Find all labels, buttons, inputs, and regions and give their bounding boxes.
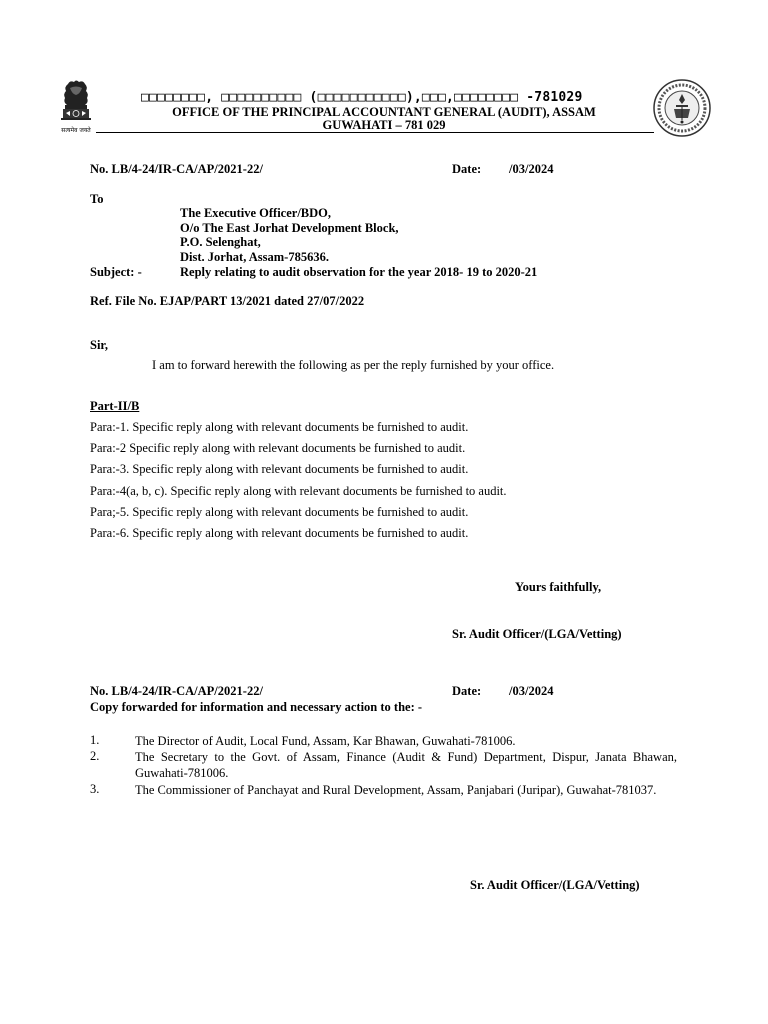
list-item [90, 749, 680, 781]
letter-date-label: Date: [452, 162, 482, 176]
address-line: The Executive Officer/BDO, [180, 206, 332, 220]
list-text: The Director of Audit, Local Fund, Assam, Kar Bhawan, Guwahati-781006. [135, 734, 516, 748]
para-item: Para:-2 Specific reply along with relevant documents be furnished to audit. [90, 441, 466, 455]
copy-signatory: Sr. Audit Officer/(LGA/Vetting) [470, 878, 640, 892]
salutation: Sir, [90, 338, 108, 352]
closing-text: Yours faithfully, [515, 580, 602, 594]
national-emblem-icon [54, 78, 98, 138]
copy-reference-number: No. LB/4-24/IR-CA/AP/2021-22/ [90, 684, 263, 698]
list-number: 1. [90, 733, 100, 747]
copy-date-value: /03/2024 [509, 684, 554, 698]
header-divider [96, 132, 654, 133]
list-number: 2. [90, 749, 100, 763]
para-item: Para;-5. Specific reply along with relevant documents be furnished to audit. [90, 505, 469, 519]
cag-seal-icon [652, 78, 712, 138]
list-text: The Secretary to the Govt. of Assam, Finance (Audit & Fund) Department, Dispur, Janata Bhawan, Guwahati-781006. [135, 750, 677, 780]
letter-reference-number: No. LB/4-24/IR-CA/AP/2021-22/ [90, 162, 263, 176]
letter-date-value: /03/2024 [509, 162, 554, 176]
list-text: The Commissioner of Panchayat and Rural Development, Assam, Panjabari (Juripar), Guwahat-781037. [135, 783, 657, 797]
copy-date-label: Date: [452, 684, 482, 698]
para-item: Para:-6. Specific reply along with relevant documents be furnished to audit. [90, 526, 469, 540]
copy-heading: Copy forwarded for information and necessary action to the: - [90, 700, 423, 714]
list-number: 3. [90, 782, 100, 796]
emblem-caption: सत्यमेव जयते [61, 127, 91, 134]
office-city: GUWAHATI – 781 029 [322, 118, 446, 132]
list-item [90, 733, 680, 749]
reference-file: Ref. File No. EJAP/PART 13/2021 dated 27/07/2022 [90, 294, 365, 308]
subject-text: Reply relating to audit observation for the year 2018- 19 to 2020-21 [180, 265, 538, 279]
para-item: Para:-1. Specific reply along with relevant documents be furnished to audit. [90, 420, 469, 434]
to-label: To [90, 192, 104, 206]
subject-label: Subject: - [90, 265, 142, 279]
body-text: I am to forward herewith the following as per the reply furnished by your office. [152, 358, 555, 372]
para-item: Para:-4(a, b, c). Specific reply along with relevant documents be furnished to audit. [90, 484, 507, 498]
para-item: Para:-3. Specific reply along with relevant documents be furnished to audit. [90, 462, 469, 476]
address-line: O/o The East Jorhat Development Block, [180, 221, 399, 235]
signatory: Sr. Audit Officer/(LGA/Vetting) [452, 627, 622, 641]
office-title-hindi: □□□□□□□□, □□□□□□□□□□ (□□□□□□□□□□□),□□□,□□□□□□□□ -781029 [141, 90, 583, 105]
list-item [90, 782, 680, 814]
part-heading: Part-II/B [90, 399, 140, 413]
address-line: P.O. Selenghat, [180, 235, 261, 249]
address-line: Dist. Jorhat, Assam-785636. [180, 250, 329, 264]
office-title-english: OFFICE OF THE PRINCIPAL ACCOUNTANT GENERAL (AUDIT), ASSAM [172, 105, 596, 119]
